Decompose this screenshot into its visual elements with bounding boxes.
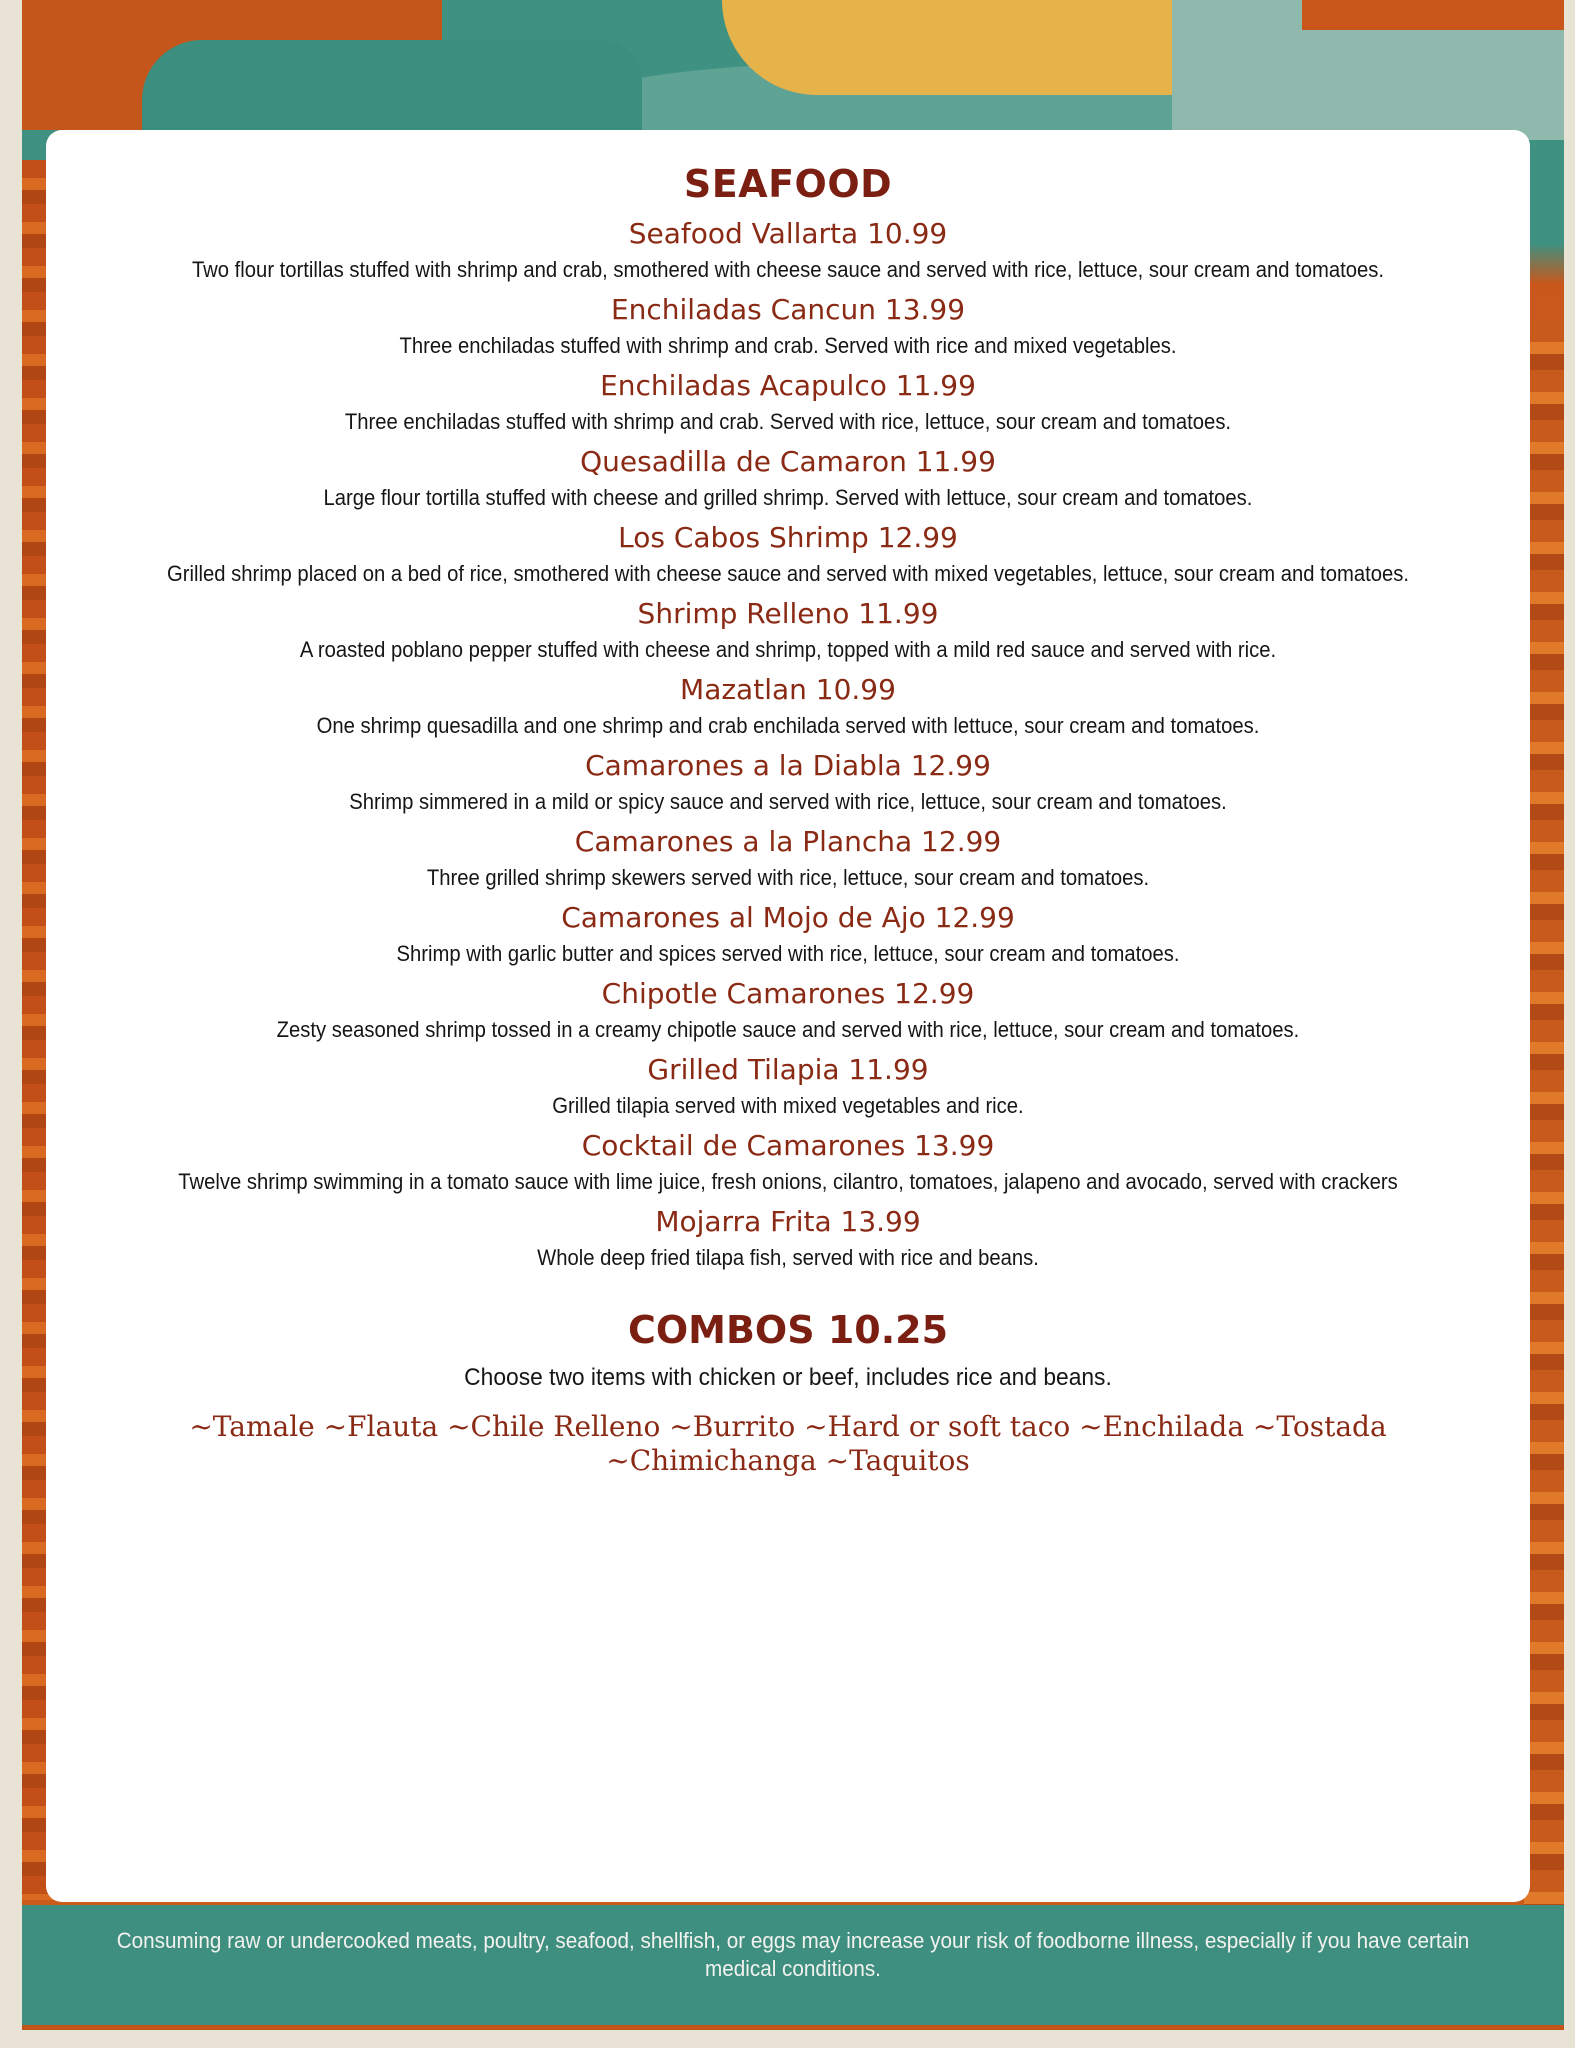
menu-item-name: Camarones a la Diabla 12.99 [585, 749, 991, 782]
menu-item [46, 290, 1530, 360]
menu-item [46, 974, 1530, 1044]
menu-item-description: Large flour tortilla stuffed with cheese and grilled shrimp. Served with lettuce, sour cream and tomatoes. [323, 485, 1253, 510]
menu-item-description: Grilled shrimp placed on a bed of rice, smothered with cheese sauce and served with mixed vegetables, lettuce, sour cream and tomatoes. [166, 561, 1410, 586]
section-title-seafood: SEAFOOD [683, 162, 893, 206]
section-title-combos: COMBOS 10.25 [627, 1308, 949, 1352]
menu-panel [46, 130, 1530, 1902]
menu-item-name: Los Cabos Shrimp 12.99 [618, 521, 958, 554]
menu-item-description: Three enchiladas stuffed with shrimp and crab. Served with rice and mixed vegetables. [399, 333, 1177, 358]
menu-content [46, 160, 1530, 1478]
menu-item-name: Enchiladas Acapulco 11.99 [600, 369, 976, 402]
menu-item-name: Shrimp Relleno 11.99 [637, 597, 939, 630]
menu-item-description: Three enchiladas stuffed with shrimp and crab. Served with rice, lettuce, sour cream and tomatoes. [344, 409, 1232, 434]
menu-item [46, 594, 1530, 664]
menu-item [46, 442, 1530, 512]
menu-item-name: Camarones al Mojo de Ajo 12.99 [561, 901, 1015, 934]
menu-item-description: Two flour tortillas stuffed with shrimp and crab, smothered with cheese sauce and served with rice, lettuce, sour cream and tomatoes. [191, 257, 1385, 282]
combos-options-list: ~Tamale ~Flauta ~Chile Relleno ~Burrito ~Hard or soft taco ~Enchilada ~Tostada ~Chimichanga ~Taquitos [189, 1410, 1387, 1477]
right-decorative-border [1524, 320, 1564, 1920]
menu-item [46, 822, 1530, 892]
menu-item [46, 1126, 1530, 1196]
menu-item [46, 898, 1530, 968]
menu-item-description: Whole deep fried tilapa fish, served with rice and beans. [537, 1245, 1039, 1270]
menu-item-description: Shrimp with garlic butter and spices served with rice, lettuce, sour cream and tomatoes. [396, 941, 1180, 966]
menu-item-name: Camarones a la Plancha 12.99 [574, 825, 1002, 858]
menu-item [46, 1050, 1530, 1120]
menu-item-description: A roasted poblano pepper stuffed with cheese and shrimp, topped with a mild red sauce and served with rice. [299, 637, 1277, 662]
menu-item [46, 670, 1530, 740]
menu-item-name: Quesadilla de Camaron 11.99 [580, 445, 996, 478]
menu-item [46, 1202, 1530, 1272]
menu-item-name: Cocktail de Camarones 13.99 [581, 1129, 995, 1162]
footer-banner [22, 1905, 1564, 2025]
menu-item-name: Enchiladas Cancun 13.99 [610, 293, 966, 326]
menu-item-description: Twelve shrimp swimming in a tomato sauce with lime juice, fresh onions, cilantro, tomatoes, jalapeno and avocado, served with crackers [178, 1169, 1398, 1194]
menu-item [46, 366, 1530, 436]
menu-item-description: Three grilled shrimp skewers served with rice, lettuce, sour cream and tomatoes. [426, 865, 1150, 890]
menu-item [46, 518, 1530, 588]
menu-item-description: Zesty seasoned shrimp tossed in a creamy chipotle sauce and served with rice, lettuce, sour cream and tomatoes. [276, 1017, 1300, 1042]
top-decorative-band [22, 0, 1564, 140]
menu-item-name: Grilled Tilapia 11.99 [647, 1053, 929, 1086]
menu-item [46, 214, 1530, 284]
menu-item-description: Grilled tilapia served with mixed vegetables and rice. [552, 1093, 1024, 1118]
food-safety-notice: Consuming raw or undercooked meats, poultry, seafood, shellfish, or eggs may increase your risk of foodborne illness, especially if you have certain medical conditions. [116, 1928, 1470, 1981]
combos-section [46, 1306, 1530, 1478]
menu-item-description: Shrimp simmered in a mild or spicy sauce and served with rice, lettuce, sour cream and tomatoes. [349, 789, 1227, 814]
menu-item-name: Chipotle Camarones 12.99 [601, 977, 975, 1010]
menu-item-name: Seafood Vallarta 10.99 [628, 217, 948, 250]
menu-item [46, 746, 1530, 816]
menu-item-description: One shrimp quesadilla and one shrimp and crab enchilada served with lettuce, sour cream and tomatoes. [316, 713, 1260, 738]
combos-description: Choose two items with chicken or beef, includes rice and beans. [464, 1364, 1112, 1391]
menu-item-name: Mojarra Frita 13.99 [655, 1205, 921, 1238]
menu-item-name: Mazatlan 10.99 [680, 673, 896, 706]
